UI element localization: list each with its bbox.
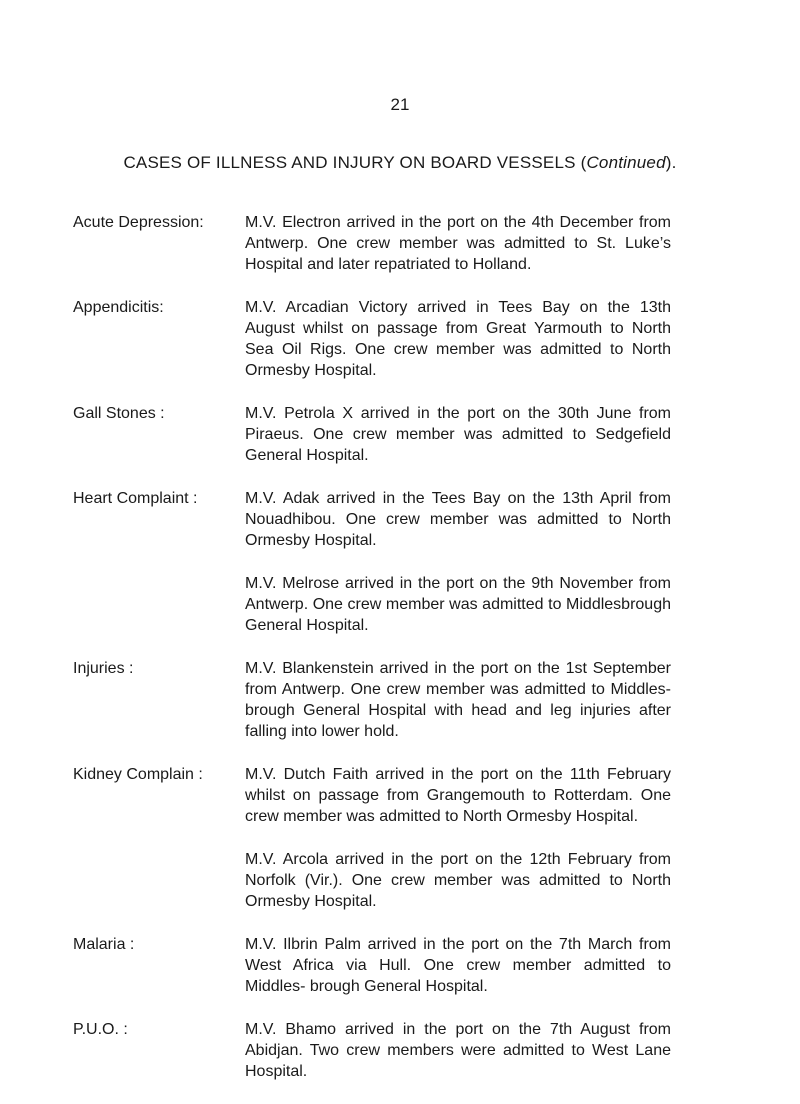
title-main: CASES OF ILLNESS AND INJURY ON BOARD VESSELS ( [123, 153, 587, 172]
title-end: ). [665, 153, 677, 172]
case-description [245, 934, 671, 997]
case-paragraph: M.V. Arcadian Victory arrived in Tees Bay on the 13th August whilst on passage from Great Yarmouth to North Sea Oil Rigs. One crew member was admitted to North Ormesby Hospital. [245, 299, 671, 379]
case-description [245, 1019, 671, 1082]
title-continued: Continued [586, 153, 666, 172]
case-condition-label: P.U.O. : [73, 1021, 128, 1038]
case-description [245, 764, 671, 912]
case-description [245, 403, 671, 466]
case-entry [73, 764, 673, 912]
case-paragraph: M.V. Petrola X arrived in the port on the 30th June from Piraeus. One crew member was admitted to Sedgefield General Hospital. [245, 405, 671, 464]
case-paragraph: M.V. Ilbrin Palm arrived in the port on the 7th March from West Africa via Hull. One crew member admitted to Middles- brough General Hospital. [245, 936, 671, 995]
case-condition-label: Acute Depression: [73, 214, 204, 231]
case-description [245, 488, 671, 636]
case-list [73, 212, 673, 1104]
case-condition-label: Kidney Complain : [73, 766, 203, 783]
case-description [245, 212, 671, 275]
case-condition-label: Gall Stones : [73, 405, 165, 422]
case-entry [73, 488, 673, 636]
case-description [245, 297, 671, 381]
case-paragraph: M.V. Electron arrived in the port on the 4th December from Antwerp. One crew member was admitted to St. Luke’s Hospital and later repatriated to Holland. [245, 214, 671, 273]
case-paragraph: M.V. Bhamo arrived in the port on the 7th August from Abidjan. Two crew members were admitted to West Lane Hospital. [245, 1021, 671, 1080]
case-description [245, 658, 671, 742]
case-paragraph: M.V. Blankenstein arrived in the port on the 1st September from Antwerp. One crew member was admitted to Middles- brough General Hospital with head and leg injuries after falling into lower hold. [245, 660, 671, 740]
case-condition-label: Injuries : [73, 660, 134, 677]
page-number: 21 [390, 95, 410, 114]
case-condition-label: Appendicitis: [73, 299, 164, 316]
case-entry [73, 212, 673, 275]
case-paragraph: M.V. Arcola arrived in the port on the 12th February from Norfolk (Vir.). One crew member was admitted to North Ormesby Hospital. [245, 851, 671, 910]
case-condition-label: Malaria : [73, 936, 135, 953]
case-entry [73, 658, 673, 742]
page-title [0, 153, 800, 173]
case-entry [73, 403, 673, 466]
case-condition-label: Heart Complaint : [73, 490, 198, 507]
case-entry [73, 934, 673, 997]
case-entry [73, 1019, 673, 1082]
case-paragraph: M.V. Dutch Faith arrived in the port on the 11th February whilst on passage from Grangemouth to Rotterdam. One crew member was admitted to North Ormesby Hospital. [245, 766, 671, 825]
case-paragraph: M.V. Adak arrived in the Tees Bay on the 13th April from Nouadhibou. One crew member was admitted to North Ormesby Hospital. [245, 490, 671, 549]
case-entry [73, 297, 673, 381]
case-paragraph: M.V. Melrose arrived in the port on the 9th November from Antwerp. One crew member was admitted to Middlesbrough General Hospital. [245, 575, 671, 634]
